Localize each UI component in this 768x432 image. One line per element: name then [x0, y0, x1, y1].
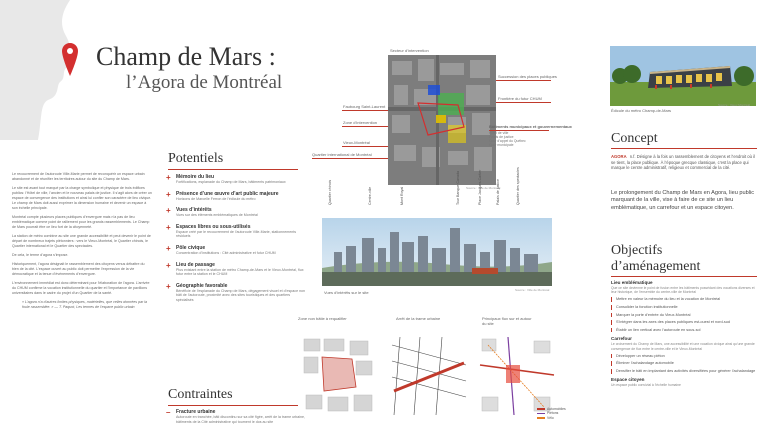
skyline-source: Source : Ville de Montréal: [515, 288, 550, 292]
legend-item: [537, 416, 566, 420]
objectif-group: [611, 377, 761, 387]
intro-p2: Le site est avant tout marqué par la charge symbolique et physique de trois édifices publics: l’Hôtel de ville, l’ancien et le nouveau palais de justice. Il s’agit alors de créer un espace de convergence des institutions et ainsi lui confier son caractère de lieu civique. Le champ de Mars doit aussi exprimer la dimension humaine et devenir un espace à son échelle principale.: [12, 186, 152, 210]
plus-icon: +: [166, 222, 171, 232]
plus-icon: +: [166, 243, 171, 253]
potentiel-item: [166, 281, 306, 303]
map-source: Source : Ville de Montréal: [466, 186, 501, 190]
map-building-item: Palais de justice: [489, 135, 514, 139]
map-leader-line: [496, 102, 551, 103]
diagram-label: Zone non bâtie à requalifier: [298, 316, 347, 321]
plus-icon: +: [166, 260, 171, 270]
objectif-item: Développer un réseau piéton: [611, 354, 761, 359]
intro-p4: La station de métro combine au site une grande accessibilité et peut devenir le point de départ de nombreux trajets piétonniers : vers le Vieux-Montréal, le Quartier chinois, le Quartier international et le Quartier des spectacles.: [12, 234, 151, 248]
potentiel-title: Espaces libres ou sous-utilisés: [176, 223, 251, 230]
plus-icon: +: [166, 173, 171, 182]
contrainte-title: Fracture urbaine: [176, 409, 216, 415]
objectifs-rule: [611, 276, 757, 277]
potentiel-desc: Plus existant entre la station de métro Champ-de-Mars et le Vieux-Montréal, flux futur entre la station et le CHUM: [176, 267, 304, 277]
skyline-label: Place Jacques-Cartier: [478, 169, 482, 205]
potentiel-desc: Horizons de Marcelle Ferron de l’édicule du métro: [176, 196, 256, 201]
potentiel-title: Vues d’intérêts: [176, 207, 212, 214]
plus-icon: +: [166, 206, 171, 216]
objectif-item: Consolider la fonction institutionnelle: [611, 305, 761, 310]
concept-statement: Le prolongement du Champ de Mars en Agora, lieu public marquant de la ville, vise à faire de ce site un lieu emblématique, un carrefour et un espace citoyen.: [611, 190, 755, 211]
objectif-item: Mettre en valeur la mémoire du lieu et la vocation de Montréal: [611, 297, 761, 302]
objectif-item: Éliminer l’achalandage automobile: [611, 361, 761, 366]
legend-swatch: [537, 408, 545, 410]
skyline-graphic: [322, 218, 552, 286]
potentiel-title: Géographie favorable: [176, 282, 228, 289]
potentiel-desc: Vues sur des éléments emblématiques de Montréal: [176, 213, 258, 218]
map-leader-line: [312, 158, 388, 159]
map-label-frontiere: Frontière du futur CHUM: [498, 96, 542, 101]
aerial-map: [388, 55, 496, 185]
skyline-label: Quartier chinois: [328, 179, 332, 205]
objectif-group: [611, 336, 761, 373]
minus-icon: –: [166, 408, 171, 417]
objectif-item: Établir un lien vertical avec l’autoroute en sous-sol: [611, 328, 761, 333]
photo-caption: Édicule du métro Champ-de-Mars: [611, 108, 672, 113]
map-leader-line: [342, 146, 388, 147]
potentiel-desc: Bénéficie de l’esplanade du Champ de Mars, dégagement visuel et d’espace non bâti de l’autoroute, proximité avec des sites touristiques et des quartiers spécialisés: [176, 288, 306, 302]
legend-label: Piétons: [547, 411, 559, 416]
map-label-succession: Succession des places publiques: [498, 74, 557, 79]
aerial-map-graphic: [388, 55, 496, 185]
diagram-label: Arrêt de la trame urbaine: [396, 316, 441, 321]
map-label-vieux: Vieux-Montréal: [343, 140, 370, 145]
map-building-item: Cour municipale: [489, 143, 514, 147]
map-leader-line: [342, 110, 388, 111]
metro-photo-graphic: [610, 46, 756, 106]
objectif-group-title: Lieu emblématique: [611, 280, 653, 285]
map-leader-line: [342, 126, 388, 127]
skyline-label: Quartier des spectacles: [516, 167, 520, 205]
plus-icon: +: [166, 281, 171, 291]
legend-swatch: [537, 413, 545, 415]
potentiel-item: [166, 189, 306, 202]
map-label-faubourg: Faubourg Saint-Laurent: [343, 104, 386, 109]
map-label-zone: Zone d’intervention: [343, 120, 378, 125]
potentiel-title: Mémoire du lieu: [176, 174, 215, 180]
intro-p1: Le recouvrement de l’autoroute Ville-Marie permet de reconquérir un espace urbain abandonné et de réunifier les territoires autour du site du Champ de Mars.: [12, 172, 145, 181]
map-label-quartier: Quartier international de Montréal: [312, 152, 372, 157]
map-leader-line: [496, 80, 551, 81]
potentiel-desc: Concentration d’institutions : Cité administrative et futur CHUM: [176, 250, 276, 255]
map-label-secteur: Secteur d’intervention: [390, 48, 429, 53]
potentiels-heading: Potentiels: [168, 151, 224, 166]
objectifs-body: [611, 280, 761, 387]
objectif-item: Marquer la porte d’entrée du Vieux-Montréal: [611, 313, 761, 318]
definition-term: AGORA: [611, 154, 627, 159]
potentiel-title: Présence d’une œuvre d’art public majeure: [176, 190, 279, 197]
skyline-label: Palais de justice: [496, 179, 500, 205]
potentiel-desc: Fortifications, esplanade du Champ de Mars, bâtiments patrimoniaux: [176, 180, 286, 184]
potentiel-item: [166, 222, 306, 239]
concept-rule: [611, 148, 757, 149]
potentiels-rule: [168, 169, 298, 170]
diagram-trame: [390, 335, 468, 417]
potentiel-title: Pôle civique: [176, 244, 206, 251]
intro-p5: De cela, le terme d’agora s’impose.: [12, 253, 69, 257]
flux-legend: [537, 407, 566, 420]
diagram-label: Principaux flux sur et autour du site: [482, 316, 532, 326]
legend-swatch: [537, 417, 545, 419]
concept-heading: Concept: [611, 131, 658, 146]
potentiel-item: [166, 260, 306, 277]
contrainte-item: [166, 408, 306, 424]
intro-text: [12, 172, 152, 310]
objectif-group-intro: Le croisement du Champ de Mars, une accessibilité et une vocation civique ainsi qu’une grande convergence de flux entre le centre-ville et le Vieux-Montréal: [611, 342, 755, 351]
contraintes-rule: [168, 405, 298, 406]
objectifs-heading-2: d’aménagement: [611, 259, 701, 274]
objectif-group-title: Carrefour: [611, 336, 632, 342]
skyline-caption: Vues d’intérêts sur le site: [324, 290, 369, 295]
objectif-group: [611, 280, 761, 332]
skyline-label: Centre-ville: [368, 186, 372, 205]
objectif-item: Densifier le bâti en implantant des activités diversifiées pour générer l’achalandage: [611, 369, 761, 374]
potentiel-item: [166, 173, 306, 185]
plus-icon: +: [166, 189, 171, 199]
potentiel-item: [166, 206, 306, 218]
photo-source: Source : Vieux Montréal: [718, 103, 750, 107]
diagram-zone: [300, 335, 378, 417]
contraintes-heading: Contraintes: [168, 387, 233, 402]
objectifs-heading-1: Objectifs: [611, 243, 663, 258]
potentiel-item: [166, 243, 306, 256]
definition-text: n.f. Désigne à la fois un rassemblement de citoyens et l’endroit où il se tient, la place publique. À l’époque grecque classique, c’est la place qui marque le centre administratif, religieux et commercial de la cité.: [611, 154, 755, 171]
objectif-group-intro: Un espace public convivial à l’échelle humaine: [611, 382, 681, 387]
potentiel-desc: Espace créé par le recouvrement de l’autoroute Ville-Marie, stationnements résiduels: [176, 229, 296, 239]
map-building-item: Cour d’appel du Québec: [489, 139, 526, 143]
map-building-item: Hôtel de ville: [489, 131, 509, 135]
skyline-label: Tour Banque Canada: [456, 171, 460, 205]
head-silhouette: [0, 0, 95, 140]
intro-p7: L’environnement immédiat est donc déterminant pour l’élaboration de l’agora. L’arrivée du CHUM confirme la vocation institutionnelle du quartier et l’importance de pavillons universitaires dans le cadre du projet d’un Quartier de la santé.: [12, 281, 150, 295]
legend-label: Automobiles: [547, 407, 566, 411]
metro-photo: [610, 46, 756, 106]
skyline-view: [322, 218, 552, 286]
skyline-label: Mont Royal: [400, 186, 404, 205]
objectif-group-title: Espace citoyen: [611, 376, 645, 382]
contraintes-list: [166, 408, 306, 427]
objectif-item: S’intégrer dans les axes des places publiques est-ouest et nord-sud: [611, 320, 761, 325]
intro-p6: Historiquement, l’agora désignait le rassemblement des citoyens venus débattre du bien de la cité. L’espace ouvert au public doit permettre l’expression de la vie démocratique et la tenue d’événements d’envergure.: [12, 262, 145, 276]
objectif-group-intro: Que ce site devienne le point de fusion entre les bâtiments possédant des vocations diverses et leur historique, de l’ensemble du centre-ville de Montréal: [611, 286, 755, 295]
concept-definition: [611, 154, 757, 171]
intro-quote: « L’agora n’a d’autres limites physiques, matérielles, que celles données par la foule rassemblée. » — T. Paquot, Les termes de l’espace public urbain: [22, 300, 148, 309]
intro-p3: Montréal compte plusieurs places publiques d’envergure mais n’a pas de lieu emblématique comme point de ralliement pour les grands rassemblements. Le Champ de Mars pourrait être ce lieu fort de la citoyenneté.: [12, 215, 150, 229]
map-label-batiments: Bâtiments municipaux et gouvernementaux: [489, 124, 572, 129]
potentiel-title: Lieu de passage: [176, 261, 215, 268]
potentiels-list: [166, 173, 306, 309]
contrainte-desc: Autoroute en tranchée, bâti discontinu sur sa cité figée, arrêt de la trame urbaine, bâtiments de la Cité administrative qui tournent le dos au site: [176, 415, 306, 424]
page-title: Champ de Mars :: [96, 42, 276, 71]
page-subtitle: l’Agora de Montréal: [126, 72, 283, 93]
map-pin-icon: [61, 42, 79, 78]
legend-label: Vélo: [547, 415, 554, 420]
map-buildings-list: [489, 131, 526, 147]
